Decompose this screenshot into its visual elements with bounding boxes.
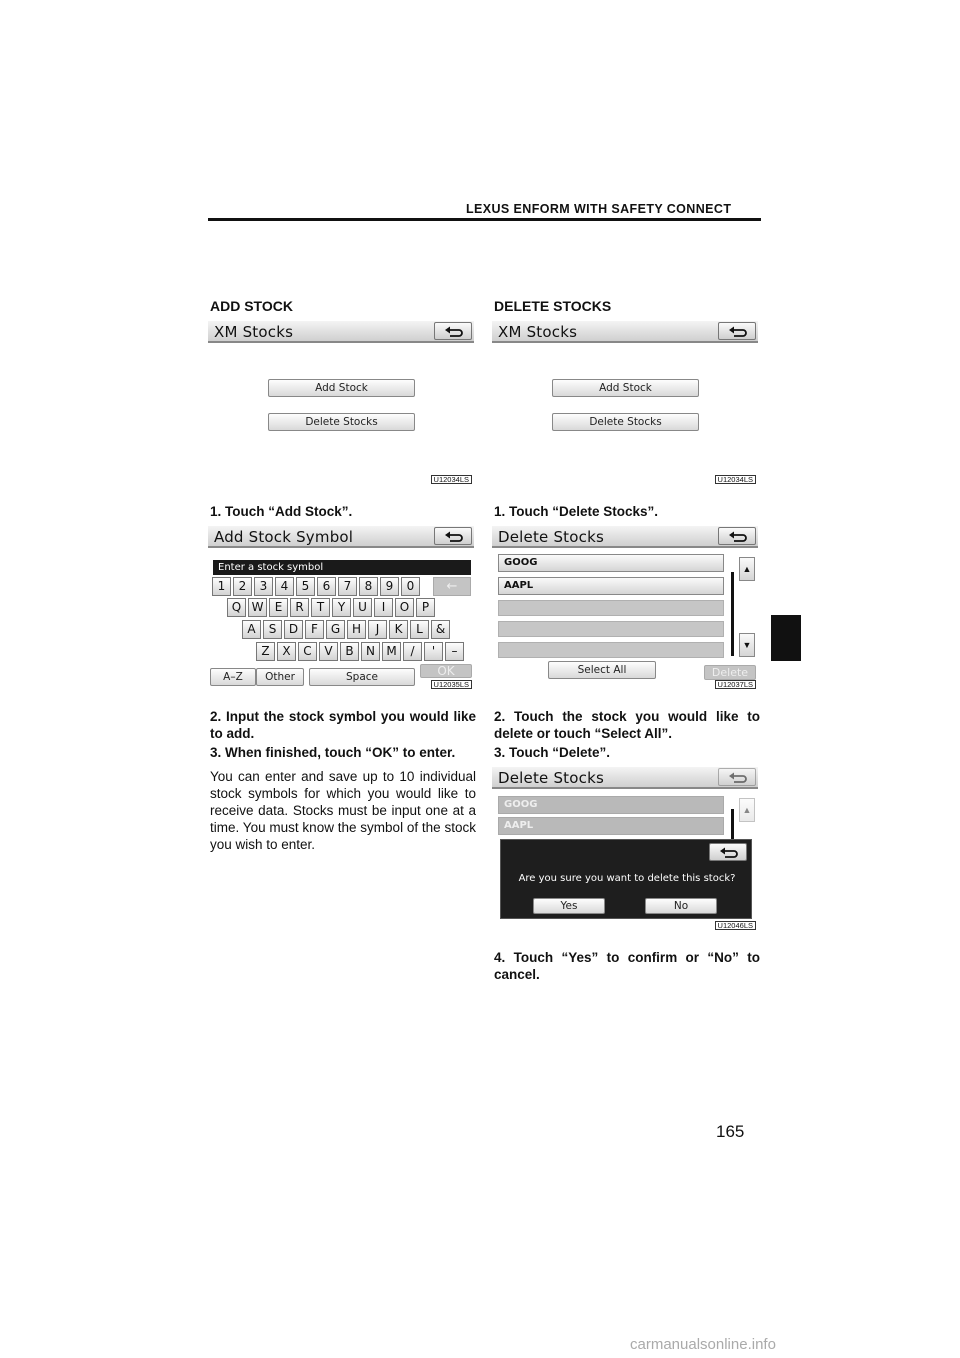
keyboard-key[interactable]: 5 <box>296 577 315 596</box>
back-button-dimmed <box>718 768 756 786</box>
keyboard-key[interactable]: Y <box>332 598 351 617</box>
delete-step-3: 3. Touch “Delete”. <box>494 745 611 760</box>
add-stock-paragraph: You can enter and save up to 10 individual stock symbols for which you would like to receive data. Stocks must be input one at a time. You must know the symbol of the stock you wish to enter. <box>210 769 476 852</box>
figure-code: U12034LS <box>715 475 756 484</box>
return-arrow-icon <box>444 325 464 338</box>
delete-button[interactable]: Delete <box>704 665 756 680</box>
keyboard-key[interactable]: P <box>416 598 435 617</box>
a-z-button[interactable]: A–Z <box>210 668 256 686</box>
add-stock-button[interactable]: Add Stock <box>552 379 699 397</box>
keyboard-key[interactable]: F <box>305 620 324 639</box>
keyboard-key[interactable]: R <box>290 598 309 617</box>
delete-stocks-button[interactable]: Delete Stocks <box>268 413 415 431</box>
other-button[interactable]: Other <box>256 668 304 686</box>
return-arrow-icon <box>444 530 464 543</box>
add-step-1: 1. Touch “Add Stock”. <box>210 504 353 519</box>
list-item-empty <box>498 600 724 616</box>
running-header: LEXUS ENFORM WITH SAFETY CONNECT <box>466 202 732 216</box>
scroll-up-icon: ▲ <box>742 805 752 815</box>
screen-title: Add Stock Symbol <box>214 528 354 546</box>
title-bar <box>208 526 474 548</box>
back-button[interactable] <box>718 527 756 545</box>
keyboard-key[interactable]: H <box>347 620 366 639</box>
list-item-empty <box>498 621 724 637</box>
keyboard-key[interactable]: Z <box>256 642 275 661</box>
keyboard-key[interactable]: O <box>395 598 414 617</box>
keyboard-key[interactable]: W <box>248 598 267 617</box>
keyboard-key[interactable]: L <box>410 620 429 639</box>
return-arrow-icon <box>728 530 748 543</box>
delete-stocks-button[interactable]: Delete Stocks <box>552 413 699 431</box>
keyboard-key[interactable]: & <box>431 620 450 639</box>
keyboard-key[interactable]: 4 <box>275 577 294 596</box>
keyboard-key[interactable]: / <box>403 642 422 661</box>
screen-add-stock-symbol <box>208 526 474 691</box>
space-button[interactable]: Space <box>309 668 415 686</box>
list-item-goog[interactable]: GOOG <box>498 554 724 572</box>
stock-symbol-input[interactable] <box>213 560 471 575</box>
keyboard-key[interactable]: 2 <box>233 577 252 596</box>
keyboard-key[interactable]: V <box>319 642 338 661</box>
confirm-dialog <box>500 839 752 919</box>
keyboard-key[interactable]: X <box>277 642 296 661</box>
back-button[interactable] <box>718 322 756 340</box>
keyboard-key[interactable]: D <box>284 620 303 639</box>
keyboard-key[interactable]: I <box>374 598 393 617</box>
return-arrow-icon <box>719 846 739 859</box>
section-tab-marker <box>771 615 801 661</box>
scroll-up-button[interactable] <box>739 557 755 581</box>
screen-delete-confirm <box>492 767 758 932</box>
list-item-aapl: AAPL <box>498 817 724 835</box>
figure-code: U12035LS <box>431 680 472 689</box>
title-bar <box>492 526 758 548</box>
scroll-track[interactable] <box>731 572 734 656</box>
back-button[interactable] <box>434 527 472 545</box>
screen-delete-stocks <box>492 526 758 691</box>
list-item-aapl[interactable]: AAPL <box>498 577 724 595</box>
keyboard-key[interactable]: J <box>368 620 387 639</box>
page-number: 165 <box>716 1122 745 1141</box>
figure-code: U12037LS <box>715 680 756 689</box>
back-button[interactable] <box>434 322 472 340</box>
scroll-down-button[interactable] <box>739 633 755 657</box>
screen-title: Delete Stocks <box>498 769 604 787</box>
scroll-up-icon: ▲ <box>742 564 752 574</box>
screen-title: XM Stocks <box>498 323 578 341</box>
list-item-goog: GOOG <box>498 796 724 814</box>
scroll-up-button <box>739 798 755 822</box>
add-stock-heading: ADD STOCK <box>210 298 293 314</box>
no-button[interactable]: No <box>645 898 717 914</box>
scroll-track <box>731 809 734 839</box>
keyboard-key[interactable]: 0 <box>401 577 420 596</box>
yes-button[interactable]: Yes <box>533 898 605 914</box>
keyboard-key[interactable]: E <box>269 598 288 617</box>
keyboard-key[interactable]: Q <box>227 598 246 617</box>
watermark: carmanualsonline.info <box>630 1336 776 1353</box>
keyboard-key[interactable]: 8 <box>359 577 378 596</box>
delete-step-2: 2. Touch the stock you would like to delete or touch “Select All”. <box>494 709 760 741</box>
keyboard-key[interactable]: B <box>340 642 359 661</box>
keyboard-key[interactable]: S <box>263 620 282 639</box>
add-step-3: 3. When finished, touch “OK” to enter. <box>210 745 456 760</box>
figure-code: U12034LS <box>431 475 472 484</box>
screen-title: Delete Stocks <box>498 528 604 546</box>
backspace-button[interactable] <box>433 577 471 596</box>
select-all-button[interactable]: Select All <box>548 661 656 679</box>
keyboard-key[interactable]: 6 <box>317 577 336 596</box>
title-bar <box>492 767 758 789</box>
add-stock-button[interactable]: Add Stock <box>268 379 415 397</box>
keyboard-key[interactable]: K <box>389 620 408 639</box>
keyboard-key[interactable]: T <box>311 598 330 617</box>
screen-xm-stocks-right <box>492 321 758 486</box>
return-arrow-icon <box>728 771 748 784</box>
scroll-down-icon: ▼ <box>742 640 752 650</box>
delete-step-1: 1. Touch “Delete Stocks”. <box>494 504 659 519</box>
keyboard-key[interactable]: U <box>353 598 372 617</box>
dialog-message: Are you sure you want to delete this stock? <box>518 873 736 884</box>
add-step-2: 2. Input the stock symbol you would like to add. <box>210 709 476 741</box>
keyboard-key[interactable]: G <box>326 620 345 639</box>
title-bar <box>208 321 474 343</box>
title-bar <box>492 321 758 343</box>
keyboard-key[interactable]: 1 <box>212 577 231 596</box>
screen-title: XM Stocks <box>214 323 294 341</box>
return-arrow-icon <box>728 325 748 338</box>
keyboard-key[interactable]: 3 <box>254 577 273 596</box>
keyboard-key[interactable]: C <box>298 642 317 661</box>
list-item-empty <box>498 642 724 658</box>
dialog-back-button[interactable] <box>709 843 747 861</box>
stock-symbol-placeholder: Enter a stock symbol <box>218 562 324 573</box>
keyboard-key[interactable]: A <box>242 620 261 639</box>
delete-stocks-heading: DELETE STOCKS <box>494 298 612 314</box>
screen-xm-stocks-left <box>208 321 474 486</box>
keyboard-key[interactable]: ' <box>424 642 443 661</box>
keyboard-key[interactable]: N <box>361 642 380 661</box>
delete-step-4: 4. Touch “Yes” to confirm or “No” to cancel. <box>494 950 760 982</box>
keyboard-key[interactable]: 9 <box>380 577 399 596</box>
keyboard-key[interactable]: 7 <box>338 577 357 596</box>
header-rule <box>208 218 761 221</box>
keyboard-key[interactable]: – <box>445 642 464 661</box>
backspace-arrow-icon: ← <box>446 579 458 594</box>
ok-button[interactable]: OK <box>420 664 472 678</box>
figure-code: U12046LS <box>715 921 756 930</box>
keyboard-key[interactable]: M <box>382 642 401 661</box>
